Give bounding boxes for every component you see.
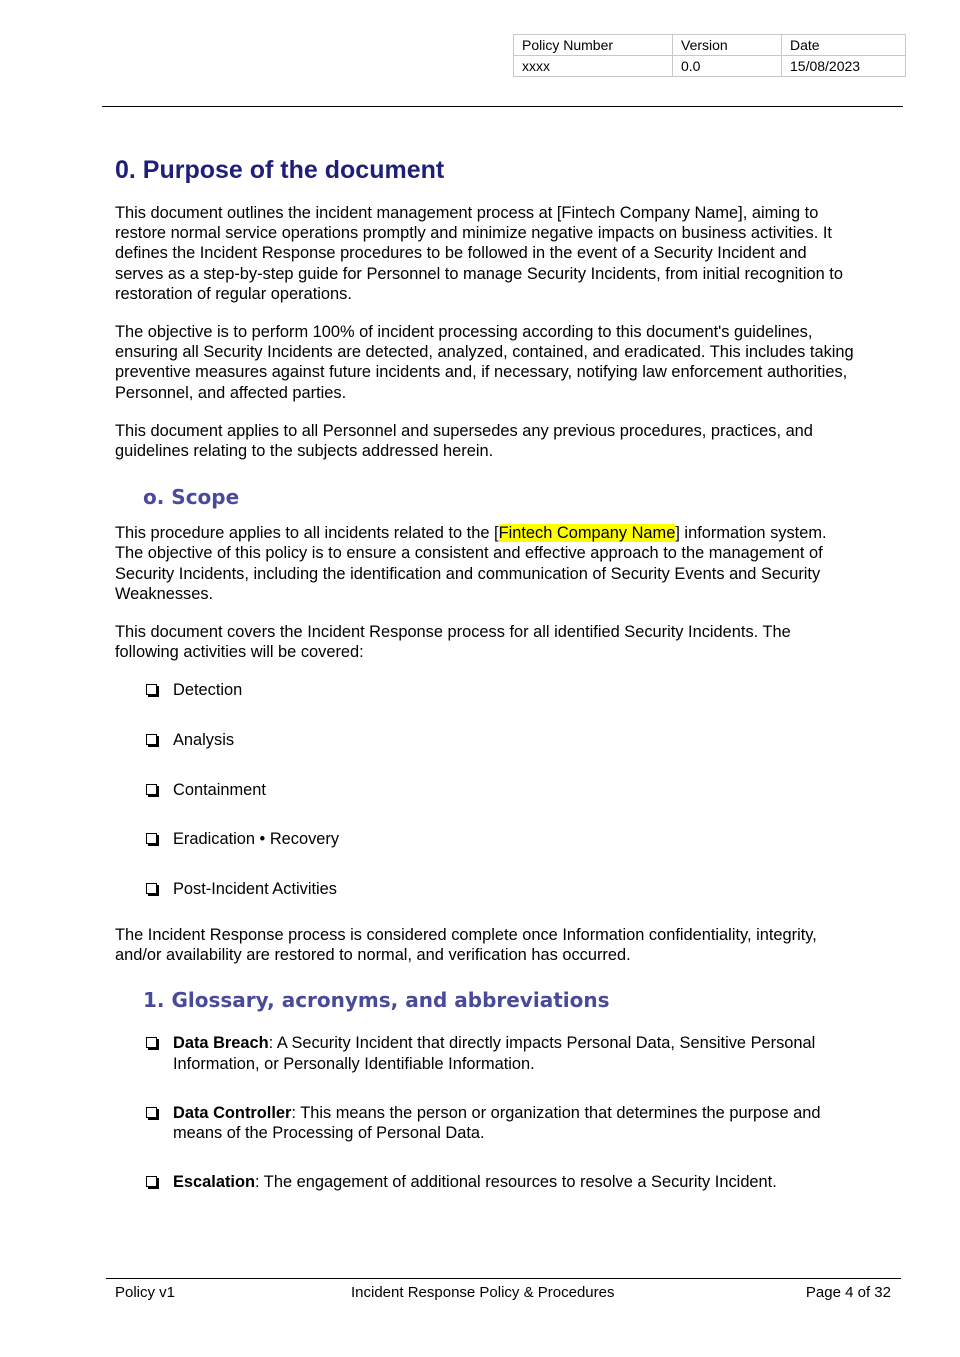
policy-meta-table xyxy=(513,34,906,77)
coverage-paragraph: This document covers the Incident Response process for all identified Security Incidents. The following activities will be covered: xyxy=(115,623,791,662)
footer-version: Policy v1 xyxy=(115,1284,176,1301)
glossary-term: Escalation xyxy=(173,1173,255,1192)
meta-value-row xyxy=(514,56,906,77)
activities-list xyxy=(115,680,855,899)
policy-number-header: Policy Number xyxy=(514,35,673,56)
scope-paragraph xyxy=(115,523,855,604)
glossary-definition: : A Security Incident that directly impacts Personal Data, Sensitive Personal Information, or Personally Identifiable Information. xyxy=(173,1034,816,1073)
glossary-term: Data Controller xyxy=(173,1103,292,1122)
checkbox-icon xyxy=(146,883,157,894)
date-header: Date xyxy=(782,35,906,56)
applicability-paragraph: This document applies to all Personnel and supersedes any previous procedures, practices, and guidelines relating to the subjects addressed herein. xyxy=(115,421,813,461)
document-body xyxy=(115,151,855,1192)
purpose-paragraph: This document outlines the incident management process at [Fintech Company Name], aiming to restore normal service operations promptly and minimize negative impacts on business activities. It defines the Incident Response procedures to be followed in the event of a Security Incident and serves as a step-by-step guide for Personnel to manage Security Incidents, from initial recognition to restoration of regular operations. xyxy=(115,204,843,303)
version-header: Version xyxy=(673,35,782,56)
activity-label: Analysis xyxy=(173,731,235,750)
glossary-definition: : The engagement of additional resources to resolve a Security Incident. xyxy=(255,1173,777,1192)
scope-text-end: ] information system. The objective of this policy is to ensure a consistent and effective approach to the management of Security Incidents, including the identification and communication of Security Events and Security Weaknesses. xyxy=(115,524,827,603)
header-divider xyxy=(102,106,903,107)
checkbox-icon xyxy=(146,1107,157,1118)
checkbox-icon xyxy=(146,684,157,695)
list-item xyxy=(144,680,855,700)
objective-paragraph: The objective is to perform 100% of incident processing according to this document's guidelines, ensuring all Security Incidents are detected, analyzed, contained, and eradicated. This includes taking preventive measures against future incidents and, if necessary, notifying law enforcement authorities, Personnel, and affected parties. xyxy=(115,323,854,402)
completion-paragraph: The Incident Response process is considered complete once Information confidentiality, integrity, and/or availability are restored to normal, and verification has occurred. xyxy=(115,926,817,965)
scope-text-start: This procedure applies to all incidents related to the [ xyxy=(115,524,499,543)
section-title: 0. Purpose of the document xyxy=(115,156,445,184)
checkbox-icon xyxy=(146,1037,157,1048)
scope-heading: o. Scope xyxy=(143,485,240,510)
list-item xyxy=(144,730,855,750)
highlighted-company-name: Fintech Company Name xyxy=(498,524,676,543)
checkbox-icon xyxy=(146,1176,157,1187)
glossary-item xyxy=(144,1172,855,1192)
checkbox-icon xyxy=(146,734,157,745)
footer-page-number: Page 4 of 32 xyxy=(805,1284,891,1301)
meta-header-row xyxy=(514,35,906,56)
checkbox-icon xyxy=(146,784,157,795)
checkbox-icon xyxy=(146,833,157,844)
policy-number-value: xxxx xyxy=(514,56,673,77)
glossary-item xyxy=(144,1033,855,1073)
list-item xyxy=(144,829,855,849)
list-item xyxy=(144,780,855,800)
glossary-term: Data Breach xyxy=(173,1034,269,1053)
activity-label: Detection xyxy=(173,681,243,700)
activity-label: Containment xyxy=(173,780,266,799)
footer-document-title: Incident Response Policy & Procedures xyxy=(351,1284,615,1301)
date-value: 15/08/2023 xyxy=(782,56,906,77)
activity-label: Eradication • Recovery xyxy=(173,830,340,849)
footer-divider xyxy=(106,1278,901,1279)
glossary-list xyxy=(115,1033,855,1192)
glossary-heading: 1. Glossary, acronyms, and abbreviations xyxy=(143,988,610,1013)
list-item xyxy=(144,879,855,899)
glossary-item xyxy=(144,1103,855,1143)
activity-label: Post-Incident Activities xyxy=(173,879,337,898)
version-value: 0.0 xyxy=(673,56,782,77)
glossary-definition: : This means the person or organization that determines the purpose and means of the Processing of Personal Data. xyxy=(173,1103,821,1143)
